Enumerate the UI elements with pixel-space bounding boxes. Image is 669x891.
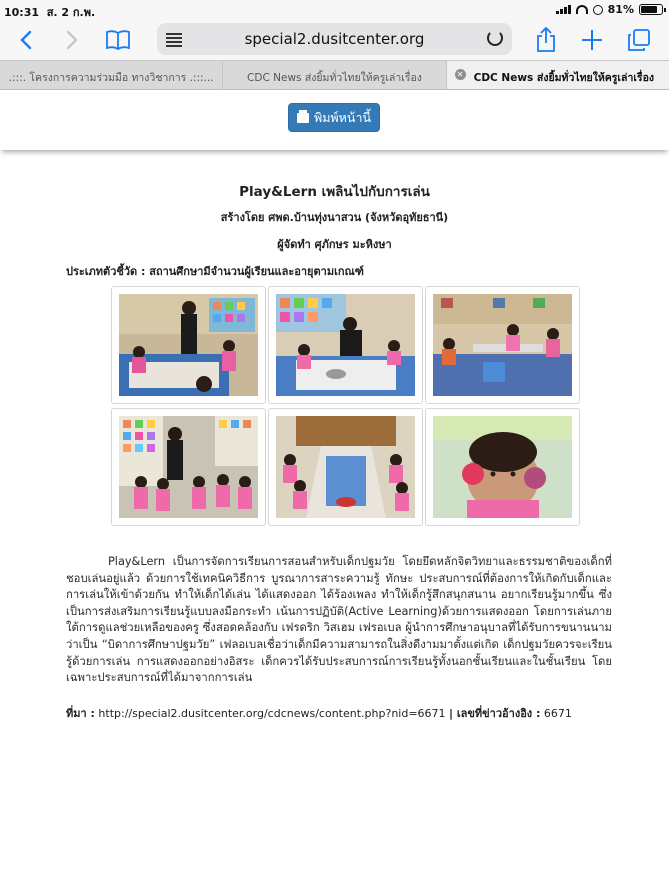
article-source: [66, 704, 612, 722]
article-body: Play&Lern เป็นการจัดการเรียนการสอนสำหรับเด็กปฐมวัย โดยยึดหลักจิตวิทยาและธรรมชาติของเด็กที่ชอบเล่นอยู่แล้ว ด้วยการใช้เทคนิควิธีการ บูรณาการสาระความรู้ ทักษะ ประสบการณ์ที่ต้องการให้เกิดกับเด็กและการเล่นให้เข้าด้วยกัน ทำให้เด็กได้เล่น ได้แสดงออก ได้ร้องเพลง ทำให้เด็กรู้สึกสนุกสนาน อยากเรียนรู้มากขึ้น ซึ่งเป็นการส่งเสริมการเรียนรู้แบบลงมือกระทำ เน้นการปฏิบัติ(Active Learning)ด้วยการแสดงออก โดยการเล่นภายใต้การดูแลช่วยเหลือของครู ซึ่งสอดคล้องกับ เฟรดริก วิสเฮม เฟรอเบล ผู้นำการศึกษาอนุบาลที่ได้รับการขนานนามว่าเป็น “บิดาการศึกษาปฐมวัย” เฟลอเบลเชื่อว่าเด็กมีความสามารถในสิ่งดีงามมาตั้งแต่เกิด เด็กปฐมวัยควรจะเรียนรู้ด้วยการเล่น การแสดงออกอย่างอิสระ เด็กควรได้รับประสบการณ์การเรียนรู้ทั้งนอกชั้นเรียนและในชั้นเรียน โดยเฉพาะประสบการณ์ที่ได้มาจากการเล่น: [66, 555, 612, 685]
classroom-photo-5: [276, 416, 415, 518]
tab-label: .:::. โครงการความร่วมมือ ทางวิชาการ .:::...: [8, 72, 214, 84]
signal-icon: [556, 5, 571, 14]
photo-6[interactable]: [425, 408, 580, 526]
browser-toolbar: [0, 20, 669, 60]
photo-2[interactable]: [268, 286, 423, 404]
forward-button[interactable]: [60, 26, 84, 54]
date-text: ส. 2 ก.พ.: [46, 6, 96, 19]
article-producer: ผู้จัดทำ ศุภักษร มะหิงษา: [277, 238, 392, 251]
reload-icon[interactable]: [487, 30, 503, 46]
status-indicators: [556, 3, 663, 16]
tabs-overview-icon[interactable]: [626, 26, 652, 54]
classroom-photo-4: [119, 416, 258, 518]
source-label: ที่มา :: [66, 707, 95, 720]
photo-4[interactable]: [111, 408, 266, 526]
classroom-photo-3: [433, 294, 572, 396]
classroom-photo-1: [119, 294, 258, 396]
tab-1[interactable]: [0, 61, 222, 89]
tab-label: CDC News ส่งยิ้มทั่วไทยให้ครูเล่าเรื่อง: [473, 72, 654, 84]
tab-label: CDC News ส่งยิ้มทั่วไทยให้ครูเล่าเรื่อง: [247, 72, 422, 84]
url-text: special2.dusitcenter.org: [244, 30, 425, 48]
photo-1[interactable]: [111, 286, 266, 404]
tab-2[interactable]: [222, 61, 445, 89]
status-time: [4, 3, 95, 21]
address-bar[interactable]: [157, 23, 512, 55]
orientation-lock-icon: [593, 5, 603, 15]
close-tab-icon[interactable]: ✕: [455, 69, 466, 80]
bookmarks-icon[interactable]: [104, 26, 132, 54]
tab-strip: [0, 60, 669, 90]
battery-icon: [639, 4, 663, 15]
photo-3[interactable]: [425, 286, 580, 404]
battery-text: 81%: [607, 3, 634, 16]
status-bar: [0, 0, 669, 20]
print-button[interactable]: [288, 103, 380, 132]
classroom-photo-2: [276, 294, 415, 396]
print-button-label: พิมพ์หน้านี้: [313, 109, 372, 125]
article-author: สร้างโดย ศพด.บ้านทุ่งนาสวน (จังหวัดอุทัยธานี): [220, 211, 449, 224]
print-bar: [0, 90, 669, 150]
source-link[interactable]: http://special2.dusitcenter.org/cdcnews/content.php?nid=6671: [98, 707, 446, 720]
share-icon[interactable]: [534, 26, 558, 54]
article-title: Play&Lern เพลินไปกับการเล่น: [239, 184, 430, 200]
classroom-photo-6: [433, 416, 572, 518]
new-tab-icon[interactable]: [580, 26, 604, 54]
time-text: 10:31: [4, 6, 40, 19]
tab-3-active[interactable]: [446, 61, 669, 89]
ref-number: 6671: [543, 707, 572, 720]
wifi-icon: [576, 5, 588, 14]
photo-5[interactable]: [268, 408, 423, 526]
ref-label: | เลขที่ข่าวอ้างอิง :: [449, 707, 541, 720]
article-category: ประเภทตัวชี้วัด : สถานศึกษามีจำนวนผู้เรียนและอายุตามเกณฑ์: [66, 265, 364, 278]
printer-icon: [297, 113, 309, 123]
back-button[interactable]: [14, 26, 38, 54]
